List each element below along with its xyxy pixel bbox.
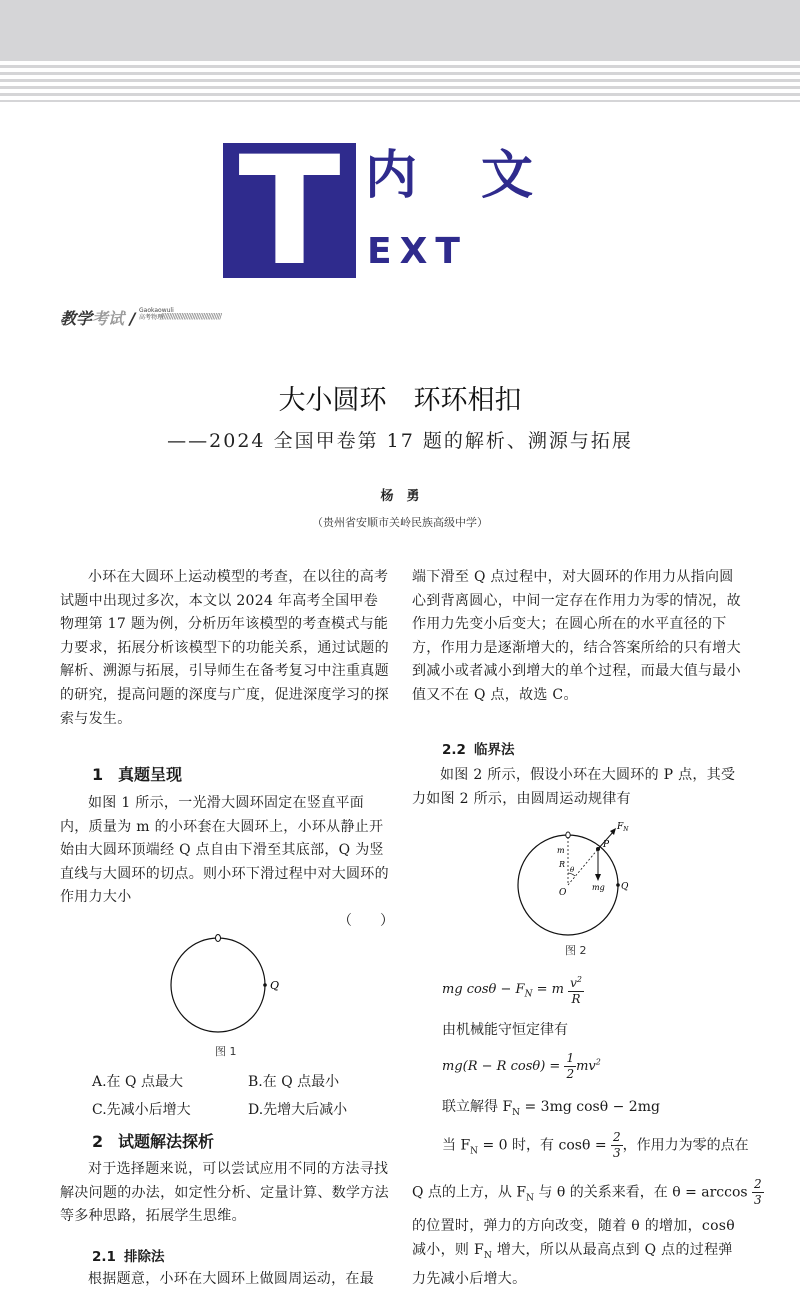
answer-blank: （ ）: [338, 913, 394, 929]
fig2-point-q: [616, 883, 620, 887]
equation-1: mg $\cos\theta - F_N = m$ $\frac{v^2}{R}$: [442, 972, 584, 1007]
option-a: A.在 Q 点最大: [92, 1074, 183, 1090]
section-1-title: 真题呈现: [118, 765, 183, 784]
q-point-line: Q 点的上方，从 $F_N$ 与 θ 的关系来看，在 θ = arccos $\frac{2}{3}$: [412, 1177, 762, 1207]
section-2-text: 对于选择题来说，可以尝试应用不同的方法寻找解决问题的办法，如定性分析、定量计算、数学方法等多种思路，拓展学生思维。: [60, 1161, 389, 1225]
continued-paragraph: 端下滑至 Q 点过程中，对大圆环的作用力从指向圆心到背离圆心，中间一定存在作用力为零的情况，故作用力先变小后变大；在圆心所在的水平直径的下方，作用力是逐渐增大的，结合答案所给的只有增大到减小或者减小到增大的单个过程，而最大值与最小值又不在 Q 点，故选 C。: [412, 569, 741, 703]
section-2-title: 试题解法探析: [118, 1132, 215, 1151]
section-2-2-heading: [442, 738, 515, 758]
energy-conservation-text: 由机械能守恒定律有: [442, 1022, 568, 1038]
fig2-mg-arrowhead: [595, 874, 601, 881]
fig2-label-fn: $F_N$: [617, 822, 629, 833]
solve-line: 联立解得 $F_N = 3mg$ cosθ − 2mg: [442, 1099, 660, 1118]
column-name-en: EXT: [367, 231, 468, 272]
option-c: C.先减小后增大: [92, 1102, 191, 1118]
brand-slashes: ////////////////////////////////////: [160, 313, 222, 321]
option-b: B.在 Q 点最小: [248, 1074, 340, 1090]
fig2-label-r: R: [559, 860, 566, 869]
fig2-label-theta: θ: [570, 866, 575, 874]
article-author: 杨 勇: [380, 489, 420, 504]
section-1-number: 1: [92, 765, 104, 784]
section-2-2-text: 如图 2 所示，假设小环在大圆环的 P 点，其受力如图 2 所示，由圆周运动规律有: [412, 767, 736, 807]
text-logo-letter: T: [238, 125, 341, 299]
section-2-1-heading: [92, 1245, 165, 1265]
figure-2: [510, 815, 650, 940]
section-2-2-number: 2.2: [442, 742, 466, 758]
figure-1: [160, 930, 290, 1040]
section-2-2-title: 临界法: [474, 742, 515, 758]
final-paragraph: 的位置时，弹力的方向改变，随着 θ 的增加，cosθ 减小，则 $F_N$ 增大，所以从最高点到 Q 点的过程弹力先减小后增大。: [412, 1218, 736, 1287]
figure-2-caption: 图 2: [565, 944, 587, 957]
journal-brand: 教学考试 /: [60, 309, 136, 328]
section-2-heading: [92, 1129, 214, 1152]
equation-2: mg(R − R cosθ) = $\frac{1}{2}$ $mv^2$: [442, 1051, 601, 1081]
section-2-1-title: 排除法: [124, 1249, 165, 1265]
figure-1-caption: 图 1: [215, 1045, 237, 1058]
article-title: 大小圆环 环环相扣: [278, 385, 522, 416]
option-d: D.先增大后减小: [248, 1102, 348, 1118]
fig1-small-ring: [216, 935, 221, 942]
brand-sub-cn: 高考物理: [139, 314, 164, 321]
problem-text: 如图 1 所示，一光滑大圆环固定在竖直平面内，质量为 m 的小环套在大圆环上，小环从静止开始由大圆环顶端经 Q 点自由下滑至其底部，Q 为竖直线与大圆环的切点。则小环下滑过程中对大圆环的作用力大小: [60, 795, 389, 906]
article-subtitle: ——2024 全国甲卷第 17 题的解析、溯源与拓展: [167, 430, 633, 452]
brand-part1: 教学: [60, 309, 93, 328]
zero-force-line: 当 $F_N = 0$ 时，有 cosθ = $\frac{2}{3}$ ，作用力为零的点在: [442, 1130, 749, 1160]
fig1-point-q: [263, 983, 267, 987]
fig1-large-ring: [171, 938, 265, 1032]
problem-statement: [60, 792, 390, 910]
text-logo-block: [223, 125, 356, 299]
article-affiliation: （贵州省安顺市关岭民族高级中学）: [312, 516, 488, 529]
fig2-label-mg: mg: [592, 883, 605, 892]
column-name: 内文: [365, 146, 598, 206]
section-2-1-text: 根据题意，小环在大圆环上做圆周运动，在最: [88, 1271, 374, 1287]
fig2-label-p: P: [603, 840, 610, 850]
fig1-label-q: Q: [270, 979, 280, 992]
header-stripes: [0, 0, 800, 102]
section-1-heading: [92, 762, 182, 785]
section-2-number: 2: [92, 1132, 104, 1151]
fig2-label-q: Q: [621, 882, 629, 892]
intro-paragraph: 小环在大圆环上运动模型的考查，在以往的高考试题中出现过多次，本文以 2024 年高考全国甲卷物理第 17 题为例，分析历年该模型的考查模式与能力要求，拓展分析该模型下的功能关系，通过试题的解析、溯源与拓展，引导师生在备考复习中注重真题的研究，提高问题的深度与广度，促进深度学习的探索与发生。: [60, 569, 389, 727]
fig2-label-o: O: [559, 888, 567, 898]
brand-sub-pinyin: Gaokaowuli: [139, 307, 174, 314]
section-2-1-number: 2.1: [92, 1249, 116, 1265]
brand-part2: 考试: [92, 309, 125, 328]
fig2-label-m: m: [557, 846, 565, 855]
fig2-point-p: [596, 847, 600, 851]
